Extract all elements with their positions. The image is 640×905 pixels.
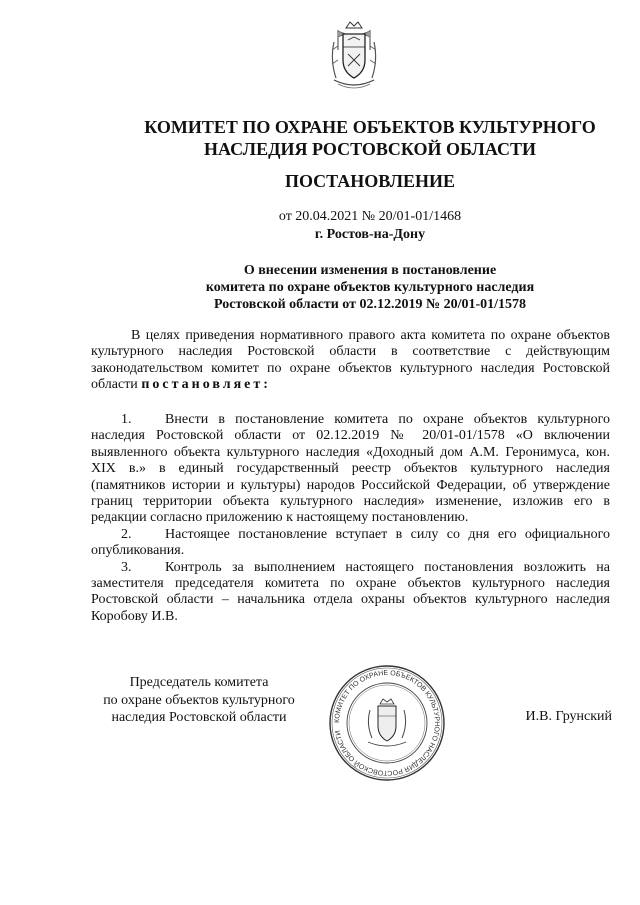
decree-item [91,412,610,527]
seal-ring-text: КОМИТЕТ ПО ОХРАНЕ ОБЪЕКТОВ КУЛЬТУРНОГО НАСЛЕДИЯ РОСТОВСКОЙ ОБЛАСТИ [333,669,441,777]
item-text: Внести в постановление комитета по охране объектов культурного наследия Ростовской области от 02.12.2019 № 20/01-01/1578 «О включении выявленного объекта культурного наследия «Доходный дом А.М. Геронимуса, кон. XIX в.» в единый государственный реестр объектов культурного наследия (памятников истории и культуры) народов Российской Федерации, об утверждение границ территории объекта культурного наследия» изменение, изложив его в редакции согласно приложению к настоящему постановлению. [91,412,610,526]
signer-name: И.В. Грунский [525,709,612,724]
item-number: 1. [121,412,132,427]
city: г. Ростов-на-Дону [314,227,426,242]
item-text: Настоящее постановление вступает в силу со дня его официального опубликования. [91,526,610,559]
coat-of-arms-icon [326,20,382,92]
subject-title [120,262,620,313]
decree-item [91,527,610,560]
date-number: от 20.04.2021 № 20/01-01/1468 [278,209,462,224]
subject-line-1: О внесении изменения в постановление [243,263,497,278]
decree-items [91,412,610,625]
committee-line-2: НАСЛЕДИЯ РОСТОВСКОЙ ОБЛАСТИ [204,139,536,159]
document-type: ПОСТАНОВЛЕНИЕ [284,171,456,191]
signature-title-line-3: наследия Ростовской области [111,710,287,725]
preamble-paragraph [91,328,610,394]
committee-name [120,116,620,160]
item-number: 2. [121,526,132,542]
subject-line-3: Ростовской области от 02.12.2019 № 20/01-01/1578 [213,297,527,312]
decree-item [91,560,610,626]
signature-title-line-1: Председатель комитета [129,675,269,690]
signature-title-line-2: по охране объектов культурного [103,692,295,708]
signature-title [91,674,307,727]
decree-word: постановляет: [141,377,271,393]
item-text: Контроль за выполнением настоящего постановления возложить на заместителя председателя комитета по охране объектов культурного наследия Ростовской области – начальника отдела охраны объектов культурного наследия Коробову И.В. [91,559,610,624]
committee-line-1: КОМИТЕТ ПО ОХРАНЕ ОБЪЕКТОВ КУЛЬТУРНОГО [144,117,596,137]
item-number: 3. [121,559,132,575]
preamble-text: В целях приведения нормативного правого акта комитета по охране объектов культурного наследия Ростовской области в соответствие с действующим законодательством комитет по охране объектов культурного наследия Ростовской области [91,328,610,393]
subject-line-2: комитета по охране объектов культурного наследия [205,280,535,295]
official-seal-icon [328,664,446,782]
